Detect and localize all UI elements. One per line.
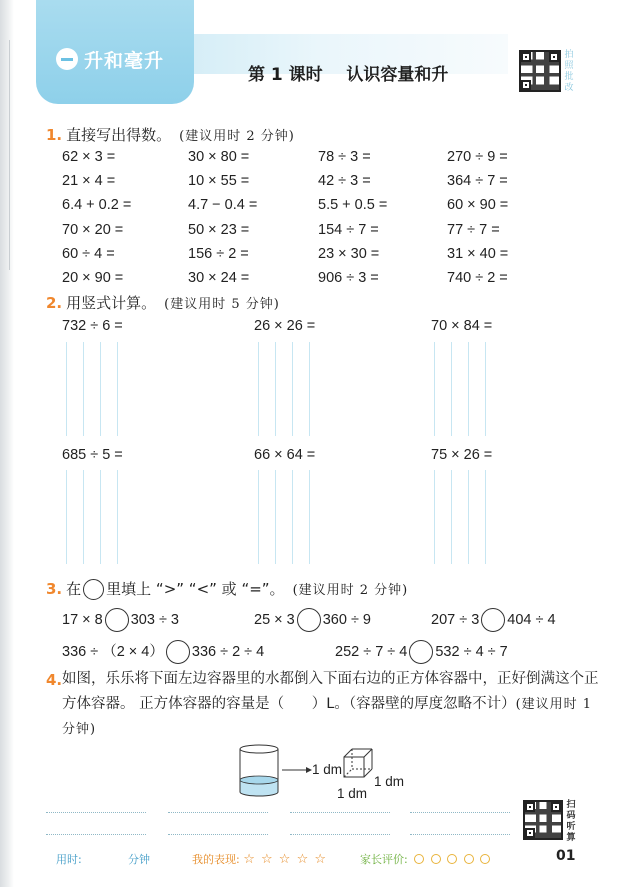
q4-line-1: 如图，乐乐将下面左边容器里的水都倒入下面右边的正方体容器中，正好倒满这个正 bbox=[62, 671, 599, 687]
q2-problem: 26 × 26 = bbox=[254, 318, 316, 334]
q2-work-area[interactable] bbox=[66, 342, 126, 436]
answer-circle[interactable] bbox=[409, 640, 433, 664]
q3-comparison: 207 ÷ 3 404 ÷ 4 bbox=[431, 608, 556, 632]
dim-label-bottom: 1 dm bbox=[337, 786, 368, 801]
q2-hint: (建议用时 5 分钟) bbox=[164, 297, 280, 312]
binding-line bbox=[9, 40, 10, 270]
answer-line[interactable] bbox=[168, 812, 268, 813]
q1-number: 1. bbox=[46, 126, 63, 144]
q1-problem: 78 ÷ 3 = bbox=[318, 149, 371, 165]
cube-container-icon bbox=[344, 749, 372, 777]
q2-work-area[interactable] bbox=[66, 470, 126, 564]
q4-hint-b: 分钟) bbox=[62, 722, 97, 737]
q1-problem: 10 × 55 = bbox=[188, 173, 250, 190]
answer-line[interactable] bbox=[290, 834, 390, 835]
answer-circle[interactable] bbox=[297, 608, 321, 632]
q4-line-2: 方体容器。 正方体容器的容量是（ ）L。（容器壁的厚度忽略不计） bbox=[62, 696, 516, 712]
q2-work-area[interactable] bbox=[258, 470, 318, 564]
qr-code-icon-top[interactable] bbox=[519, 50, 561, 92]
q1-problem: 740 ÷ 2 = bbox=[447, 270, 508, 286]
answer-line[interactable] bbox=[290, 812, 390, 813]
q1-problem: 60 ÷ 4 = bbox=[62, 245, 115, 262]
q1-problem: 50 × 23 = bbox=[188, 221, 250, 238]
smiley-icon[interactable] bbox=[464, 854, 474, 864]
q1-problem: 270 ÷ 9 = bbox=[447, 149, 508, 165]
unit-title: 升和毫升 bbox=[84, 50, 165, 72]
binding-edge bbox=[0, 0, 14, 887]
cylinder-container-icon bbox=[240, 745, 278, 796]
blank-circle-icon bbox=[83, 579, 104, 600]
footer-performance: 我的表现: ☆ ☆ ☆ ☆ ☆ bbox=[192, 852, 328, 867]
q1-problem: 156 ÷ 2 = bbox=[188, 245, 249, 262]
q1-problem: 5.5 + 0.5 = bbox=[318, 197, 388, 214]
q1-problem: 31 × 40 = bbox=[447, 245, 509, 262]
q3-comparison: 252 ÷ 7 ÷ 4 532 ÷ 4 ÷ 7 bbox=[335, 640, 508, 664]
page-number: 01 bbox=[556, 848, 576, 864]
qr-label-bottom: 扫 码 听 算 bbox=[566, 800, 576, 843]
q2-problem: 70 × 84 = bbox=[431, 318, 493, 334]
qr-code-icon-bottom[interactable] bbox=[523, 800, 563, 840]
q2-problem: 732 ÷ 6 = bbox=[62, 318, 123, 334]
q3-heading bbox=[46, 578, 408, 600]
q2-problem: 685 ÷ 5 = bbox=[62, 447, 123, 463]
q3-comparison: 336 ÷ （2 × 4） 336 ÷ 2 ÷ 4 bbox=[62, 640, 264, 664]
smiley-icon[interactable] bbox=[447, 854, 457, 864]
answer-line[interactable] bbox=[410, 834, 510, 835]
q1-problem: 364 ÷ 7 = bbox=[447, 173, 508, 190]
answer-line[interactable] bbox=[168, 834, 268, 835]
q4-hint-a: (建议用时 1 bbox=[515, 697, 593, 712]
q1-problem: 77 ÷ 7 = bbox=[447, 221, 500, 238]
q2-problem: 66 × 64 = bbox=[254, 447, 316, 463]
q1-problem: 23 × 30 = bbox=[318, 245, 380, 262]
q4-number: 4. bbox=[46, 671, 63, 689]
minus-circle-icon bbox=[56, 48, 78, 70]
q1-problem: 30 × 80 = bbox=[188, 149, 250, 165]
arrow-right-icon bbox=[282, 767, 312, 773]
answer-circle[interactable] bbox=[166, 640, 190, 664]
q1-problem: 30 × 24 = bbox=[188, 270, 250, 286]
q1-problem: 42 ÷ 3 = bbox=[318, 173, 371, 190]
q2-work-area[interactable] bbox=[434, 470, 494, 564]
answer-line[interactable] bbox=[46, 812, 146, 813]
rating-stars[interactable]: ☆ ☆ ☆ ☆ ☆ bbox=[243, 852, 328, 867]
q2-heading bbox=[46, 292, 280, 313]
q1-problem: 6.4 + 0.2 = bbox=[62, 197, 132, 214]
q1-problem: 62 × 3 = bbox=[62, 149, 116, 165]
smiley-icon[interactable] bbox=[431, 854, 441, 864]
smiley-icon[interactable] bbox=[480, 854, 490, 864]
q4-text bbox=[62, 667, 599, 742]
dim-label-left: 1 dm bbox=[312, 762, 343, 777]
q3-title-pre: 在 bbox=[66, 580, 82, 598]
footer-minutes-label: 分钟 bbox=[128, 853, 150, 866]
q1-problem: 154 ÷ 7 = bbox=[318, 221, 379, 238]
q3-comparison: 25 × 3 360 ÷ 9 bbox=[254, 608, 371, 632]
q1-problem: 70 × 20 = bbox=[62, 221, 124, 238]
q2-title: 用竖式计算。 bbox=[66, 294, 157, 312]
q2-work-area[interactable] bbox=[258, 342, 318, 436]
footer-parent-eval: 家长评价: bbox=[360, 851, 490, 867]
q3-comparison: 17 × 8 303 ÷ 3 bbox=[62, 608, 179, 632]
q2-number: 2. bbox=[46, 294, 63, 312]
lesson-title: 第 1 课时 认识容量和升 bbox=[248, 65, 449, 85]
q4-line-2-wrap bbox=[62, 692, 593, 717]
dim-label-right: 1 dm bbox=[374, 774, 405, 789]
q2-work-area[interactable] bbox=[434, 342, 494, 436]
footer-time-label: 用时: bbox=[56, 853, 82, 866]
q1-problem: 4.7 − 0.4 = bbox=[188, 197, 258, 214]
q3-title-post: 里填上 “>” “<” 或 “=”。 bbox=[106, 580, 285, 598]
q1-title: 直接写出得数。 bbox=[66, 126, 172, 144]
q3-number: 3. bbox=[46, 580, 63, 598]
q1-problem: 60 × 90 = bbox=[447, 197, 509, 214]
q1-problem: 21 × 4 = bbox=[62, 173, 116, 190]
answer-line[interactable] bbox=[46, 834, 146, 835]
q1-problem: 20 × 90 = bbox=[62, 270, 124, 286]
answer-circle[interactable] bbox=[481, 608, 505, 632]
q1-heading bbox=[46, 124, 295, 145]
q1-hint: (建议用时 2 分钟) bbox=[179, 129, 295, 144]
q2-problem: 75 × 26 = bbox=[431, 447, 493, 463]
q3-hint: (建议用时 2 分钟) bbox=[292, 583, 409, 598]
answer-circle[interactable] bbox=[105, 608, 129, 632]
answer-line[interactable] bbox=[410, 812, 510, 813]
qr-label-top: 拍 照 批 改 bbox=[564, 50, 574, 93]
q1-problem: 906 ÷ 3 = bbox=[318, 270, 379, 286]
smiley-icon[interactable] bbox=[414, 854, 424, 864]
